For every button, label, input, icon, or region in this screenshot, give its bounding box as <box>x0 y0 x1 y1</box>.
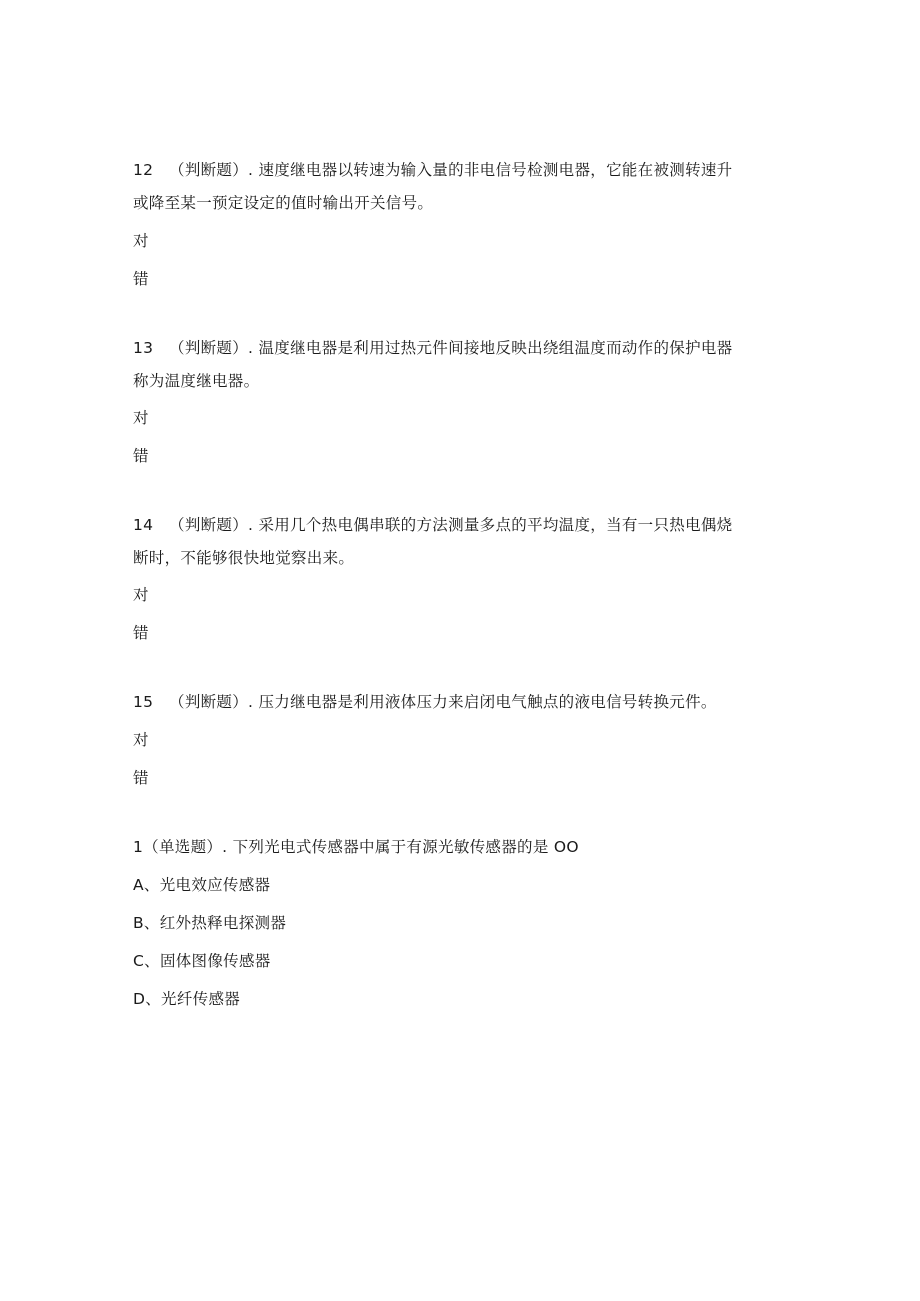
question-15-option-false[interactable]: 错 <box>133 769 149 787</box>
question-text: （判断题）. 温度继电器是利用过热元件间接地反映出绕组温度而动作的保护电器 <box>169 339 733 357</box>
option-text: 光电效应传感器 <box>159 876 271 894</box>
question-number: 14 <box>133 516 154 534</box>
question-13-line2: 称为温度继电器。 <box>133 372 260 390</box>
question-text: （判断题）. 采用几个热电偶串联的方法测量多点的平均温度，当有一只热电偶烧 <box>169 516 733 534</box>
question-13-option-true[interactable]: 对 <box>133 409 149 427</box>
question-15-line1 <box>133 692 717 712</box>
question-14-option-false[interactable]: 错 <box>133 624 149 642</box>
option-letter: A、 <box>133 876 160 894</box>
question-13-option-false[interactable]: 错 <box>133 447 149 465</box>
option-letter: C、 <box>133 952 160 970</box>
question-14-option-true[interactable]: 对 <box>133 586 149 604</box>
question-number: 12 <box>133 161 154 179</box>
option-letter: D、 <box>133 990 162 1008</box>
single-choice-1-stem <box>133 837 579 857</box>
question-14-line2: 断时，不能够很快地觉察出来。 <box>133 549 355 567</box>
option-letter: B、 <box>133 914 160 932</box>
question-text: （判断题）. 压力继电器是利用液体压力来启闭电气触点的液电信号转换元件。 <box>169 693 717 711</box>
question-12-line1 <box>133 160 732 180</box>
question-15-option-true[interactable]: 对 <box>133 731 149 749</box>
single-choice-option-c[interactable] <box>133 951 271 971</box>
question-14-line1 <box>133 515 732 535</box>
single-choice-option-d[interactable] <box>133 989 240 1009</box>
question-12-option-false[interactable]: 错 <box>133 270 149 288</box>
option-text: 红外热释电探测器 <box>159 914 287 932</box>
question-12-line2: 或降至某一预定设定的值时输出开关信号。 <box>133 194 434 212</box>
question-number: 15 <box>133 693 154 711</box>
question-number: 1 <box>133 838 144 856</box>
option-text: 光纤传感器 <box>161 990 241 1008</box>
single-choice-option-a[interactable] <box>133 875 270 895</box>
question-13-line1 <box>133 338 732 358</box>
question-text: （单选题）. 下列光电式传感器中属于有源光敏传感器的是 OO <box>143 838 579 856</box>
single-choice-option-b[interactable] <box>133 913 286 933</box>
question-number: 13 <box>133 339 154 357</box>
question-text: （判断题）. 速度继电器以转速为输入量的非电信号检测电器，它能在被测转速升 <box>169 161 733 179</box>
question-12-option-true[interactable]: 对 <box>133 232 149 250</box>
option-text: 固体图像传感器 <box>159 952 271 970</box>
